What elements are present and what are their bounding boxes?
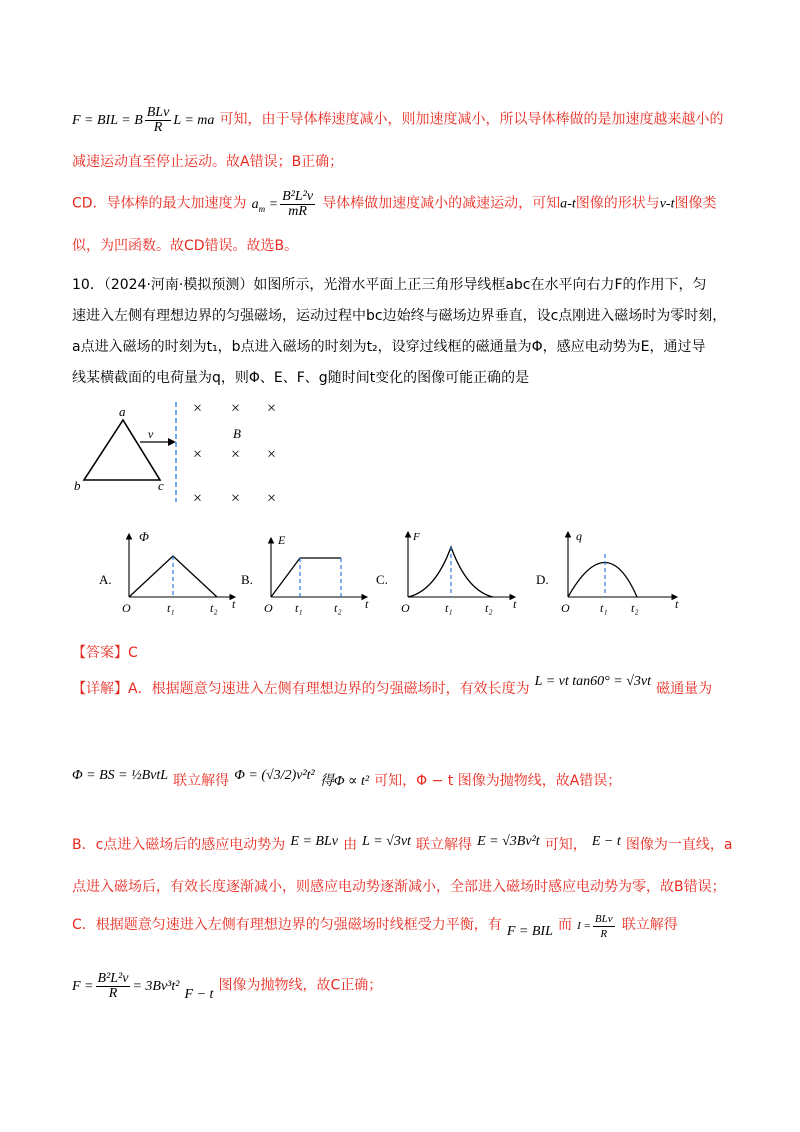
effective-length-eq: L = vt tan60° = √3vt — [534, 674, 651, 689]
charge-curve — [568, 563, 637, 598]
field-cross: × — [267, 490, 277, 507]
svg-text:F: F — [413, 531, 420, 543]
svg-text:t₁: t₁ — [600, 601, 608, 615]
field-cross: × — [231, 490, 241, 507]
option-graphs — [95, 528, 705, 620]
question-line-1: 10．（2024·河南·模拟预测）如图所示，光滑水平面上正三角形导线框abc在水平向右力F的作用下，匀 — [72, 277, 707, 293]
field-cross: × — [267, 446, 277, 463]
solution-line-3: CD．导体棒的最大加速度为 $a_m$ = $\frac{\text{B²L²v}}{mR}$ 导体棒做加速度减小的减速运动，可知a-t图像的形状与v-t图像类 — [72, 189, 717, 219]
option-a-graph — [99, 529, 236, 615]
svg-text:t₂: t₂ — [210, 601, 218, 615]
detail-c-force: F = $\frac{\text{B²L²v}}{R}$ = 3Bv³t² F − t 图像为抛物线，故C正确； — [72, 971, 383, 1002]
max-accel-equation: $a_m$ = $\frac{\text{B²L²v}}{mR}$ — [251, 189, 314, 219]
svg-text:Φ: Φ — [139, 529, 149, 544]
solution-line-2: 减速运动直至停止运动。故A错误；B正确； — [72, 154, 344, 170]
option-c-graph — [376, 531, 517, 615]
question-line-3: a点进入磁场的时刻为t₁，b点进入磁场的时刻为t₂，设穿过线框的磁通量为Φ，感应电动势为E，通过导 — [72, 339, 706, 355]
option-letter: D. — [536, 572, 549, 587]
svg-text:E: E — [278, 533, 286, 547]
svg-text:t₁: t₁ — [445, 601, 453, 615]
field-cross: × — [267, 402, 277, 417]
svg-text:O: O — [561, 601, 570, 615]
label-B: B — [233, 426, 241, 441]
detail-b: B．c点进入磁场后的感应电动势为 E = BLv 由 L = √3vt 联立解得 E = √3Bv²t 可知， E − t 图像为一直线，a — [72, 834, 733, 853]
solution-line-1 — [72, 106, 724, 135]
field-cross: × — [193, 402, 203, 417]
detail-c: C．根据题意匀速进入左侧有理想边界的匀强磁场时线框受力平衡，有 F = BIL 而 I = $\frac{\text{BLv}}{R}$ 联立解得 — [72, 913, 678, 940]
svg-text:t₂: t₂ — [631, 601, 639, 615]
question-line-2: 速进入左侧有理想边界的匀强磁场，运动过程中bc边始终与磁场边界垂直，设c点刚进入磁场时为零时刻， — [72, 308, 727, 324]
detail-b-line2: 点进入磁场后，有效长度逐渐减小，则感应电动势逐渐减小，全部进入磁场时感应电动势为零，故B错误； — [72, 879, 726, 895]
solution-text-1: 可知，由于导体棒速度减小，则加速度减小，所以导体棒做的是加速度越来越小的 — [219, 111, 724, 128]
svg-text:O: O — [264, 601, 273, 615]
svg-text:t₁: t₁ — [295, 601, 303, 615]
detail-a-flux: Φ = BS = ½BvtL 联立解得 Φ = (√3/2)v²t² 得Φ ∝ t² 可知，Φ − t 图像为抛物线，故A错误； — [72, 768, 622, 789]
option-b-graph — [241, 533, 369, 615]
option-letter: C. — [376, 572, 388, 587]
answer-label: 【答案】C — [72, 645, 138, 661]
svg-text:t: t — [513, 597, 517, 611]
svg-text:q: q — [576, 529, 582, 543]
label-b: b — [74, 478, 81, 493]
svg-text:t: t — [675, 597, 679, 611]
label-c: c — [158, 478, 164, 493]
svg-text:O: O — [401, 601, 410, 615]
triangle-field-figure — [70, 402, 300, 512]
question-line-4: 线某横截面的电荷量为q，则Φ、E、F、g随时间t变化的图像可能正确的是 — [72, 370, 530, 386]
svg-text:t₂: t₂ — [485, 601, 493, 615]
option-d-graph — [536, 529, 679, 615]
flux-eq-3: 得Φ ∝ t² — [319, 774, 370, 789]
svg-text:O: O — [122, 601, 131, 615]
svg-text:t₁: t₁ — [167, 601, 175, 615]
phi-curve — [129, 556, 217, 597]
emf-curve — [271, 558, 341, 597]
svg-text:t₂: t₂ — [334, 601, 342, 615]
force-equation: F = BIL = B $\frac{\text{BLv}}{R}$ L = ma — [72, 105, 215, 135]
solution-line-4: 似，为凹函数。故CD错误。故选B。 — [72, 238, 299, 254]
flux-eq-1: Φ = BS = ½BvtL — [72, 768, 169, 783]
detail-a: 【详解】A．根据题意匀速进入左侧有理想边界的匀强磁场时，有效长度为 L = vt tan60° = √3vt 磁通量为 — [72, 674, 713, 697]
force-result-eq: F = $\frac{\text{B²L²v}}{R}$ = 3Bv³t² — [72, 971, 180, 1001]
flux-eq-2: Φ = (√3/2)v²t² — [234, 768, 315, 783]
option-letter: B. — [241, 572, 253, 587]
velocity-arrowhead — [168, 438, 176, 446]
question-10 — [72, 270, 726, 394]
svg-text:t: t — [232, 597, 236, 611]
label-a: a — [119, 404, 126, 419]
label-v: v — [148, 427, 154, 441]
svg-text:t: t — [365, 597, 369, 611]
field-cross: × — [193, 490, 203, 507]
field-cross: × — [231, 402, 241, 417]
option-letter: A. — [99, 572, 112, 587]
field-cross: × — [231, 446, 241, 463]
field-cross: × — [193, 446, 203, 463]
